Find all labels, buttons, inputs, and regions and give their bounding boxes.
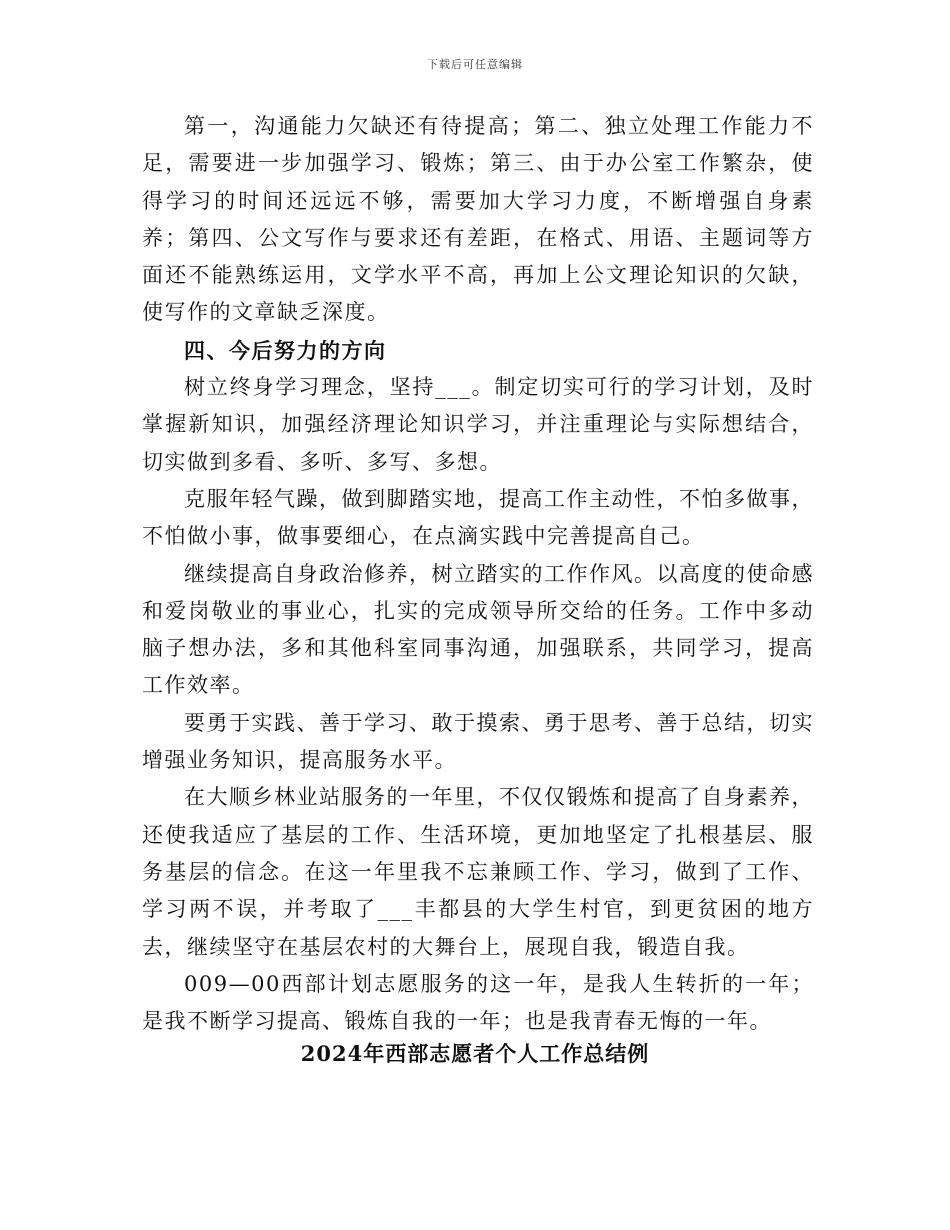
paragraph-conclusion: 009—00西部计划志愿服务的这一年，是我人生转折的一年；是我不断学习提高、锻炼自我的一年；也是我青春无悔的一年。 bbox=[142, 971, 814, 1034]
paragraph-lifelong-learning: 树立终身学习理念，坚持___。制定切实可行的学习计划，及时掌握新知识，加强经济理论知识学习，并注重理论与实际想结合，切实做到多看、多听、多写、多想。 bbox=[142, 375, 814, 474]
page-header: 下载后可任意编辑 bbox=[427, 58, 523, 71]
paragraph-service-year: 在大顺乡林业站服务的一年里，不仅仅锻炼和提高了自身素养，还使我适应了基层的工作、生活环境，更加地坚定了扎根基层、服务基层的信念。在这一年里我不忘兼顾工作、学习，做到了工作、学习两不误，并考取了___丰都县的大学生村官，到更贫困的地方去，继续坚守在基层农村的大舞台上，展现自我，锻造自我。 bbox=[142, 785, 814, 959]
paragraph-practice-learning: 要勇于实践、善于学习、敢于摸索、勇于思考、善于总结，切实增强业务知识，提高服务水平。 bbox=[142, 710, 814, 773]
document-body bbox=[142, 108, 814, 1040]
paragraph-overcome-impatience: 克服年轻气躁，做到脚踏实地，提高工作主动性，不怕多做事，不怕做小事，做事要细心，在点滴实践中完善提高自己。 bbox=[142, 486, 814, 549]
section-heading-future-direction: 四、今后努力的方向 bbox=[184, 337, 387, 363]
paragraph-political-cultivation: 继续提高自身政治修养，树立踏实的工作作风。以高度的使命感和爱岗敬业的事业心，扎实的完成领导所交给的任务。工作中多动脑子想办法，多和其他科室同事沟通，加强联系，共同学习，提高工作效率。 bbox=[142, 561, 814, 698]
paragraph-shortcomings: 第一，沟通能力欠缺还有待提高；第二、独立处理工作能力不足，需要进一步加强学习、锻炼；第三、由于办公室工作繁杂，使得学习的时间还远远不够，需要加大学习力度，不断增强自身素养；第四、公文写作与要求还有差距，在格式、用语、主题词等方面还不能熟练运用，文学水平不高，再加上公文理论知识的欠缺，使写作的文章缺乏深度。 bbox=[142, 114, 814, 325]
next-article-title: 2024年西部志愿者个人工作总结例 bbox=[300, 1041, 650, 1066]
